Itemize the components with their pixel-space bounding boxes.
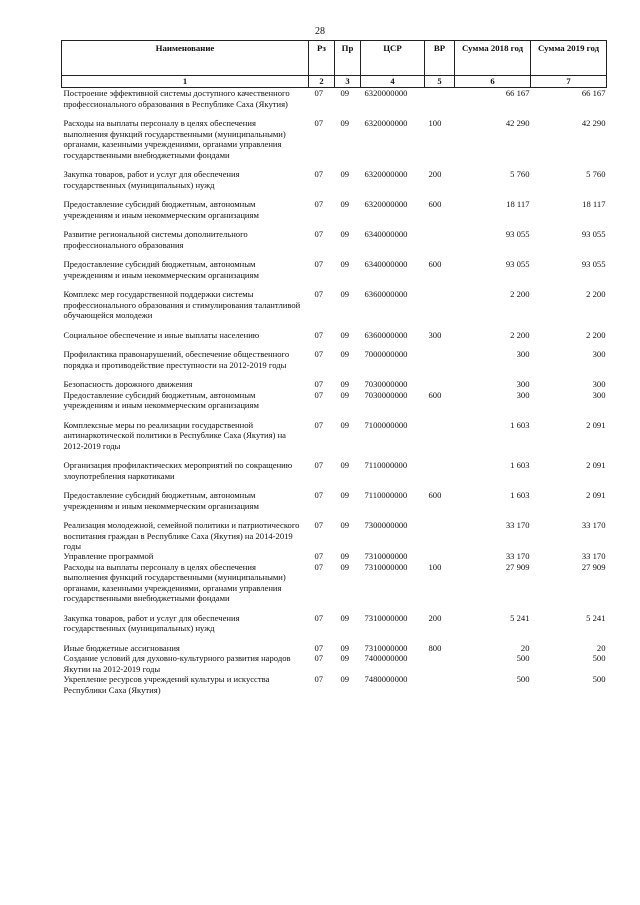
row-rz: 07 xyxy=(314,349,324,360)
header-csr: ЦСР xyxy=(361,41,425,76)
row-csr: 7310000000 xyxy=(364,551,408,562)
row-rz: 07 xyxy=(314,88,324,99)
row-rz: 07 xyxy=(314,642,324,653)
row-vr xyxy=(425,420,455,460)
table-row xyxy=(62,490,607,520)
row-rz: 07 xyxy=(314,259,324,270)
colnum-rz: 2 xyxy=(309,76,335,88)
row-csr: 6360000000 xyxy=(364,329,408,340)
row-pr: 09 xyxy=(340,653,350,664)
row-pr: 09 xyxy=(340,229,350,240)
row-vr: 600 xyxy=(428,199,442,210)
table-body xyxy=(62,88,607,695)
row-name: Социальное обеспечение и иные выплаты населению xyxy=(63,329,260,340)
row-name: Расходы на выплаты персоналу в целях обеспечения выполнения функций государственными (муниципальными) органами, казенными учреждениями, органами управления государственными внебюджетными фондами xyxy=(63,561,286,604)
row-csr: 7480000000 xyxy=(364,674,408,685)
row-pr: 09 xyxy=(340,419,350,430)
row-sum-2018: 42 290 xyxy=(505,118,530,129)
header-pr: Пр xyxy=(335,41,361,76)
row-sum-2019: 5 241 xyxy=(586,612,606,623)
table-row xyxy=(62,379,607,389)
row-csr: 7030000000 xyxy=(364,379,408,390)
row-name: Предоставление субсидий бюджетным, автономным учреждениям и иным некоммерческим организациям xyxy=(63,259,259,280)
row-pr: 09 xyxy=(340,118,350,129)
row-csr: 7310000000 xyxy=(364,612,408,623)
table-row xyxy=(62,289,607,329)
row-rz: 07 xyxy=(314,419,324,430)
row-sum-2019: 18 117 xyxy=(582,199,606,210)
row-rz: 07 xyxy=(314,289,324,300)
row-sum-2018: 500 xyxy=(516,674,530,685)
row-rz: 07 xyxy=(314,551,324,562)
row-name: Закупка товаров, работ и услуг для обеспечения государственных (муниципальных) нужд xyxy=(63,169,240,190)
row-rz: 07 xyxy=(314,389,324,400)
table-row xyxy=(62,259,607,289)
row-sum-2018: 1 603 xyxy=(510,460,530,471)
row-vr xyxy=(425,551,455,561)
row-vr xyxy=(425,349,455,379)
row-name: Реализация молодежной, семейной политики и патриотического воспитания граждан в Республике Саха (Якутия) на 2014-2019 годы xyxy=(63,520,300,551)
table-row xyxy=(62,653,607,674)
row-pr: 09 xyxy=(340,88,350,99)
row-sum-2019: 20 xyxy=(596,642,606,653)
colnum-pr: 3 xyxy=(335,76,361,88)
row-pr: 09 xyxy=(340,379,350,390)
row-sum-2019: 500 xyxy=(592,653,606,664)
row-name: Организация профилактических мероприятий по сокращению злоупотребления наркотиками xyxy=(63,460,293,481)
row-vr xyxy=(425,460,455,490)
table-row xyxy=(62,643,607,653)
table-row xyxy=(62,199,607,229)
row-sum-2018: 66 167 xyxy=(505,88,530,99)
row-vr: 100 xyxy=(428,561,442,572)
row-sum-2019: 300 xyxy=(592,349,606,360)
row-vr: 600 xyxy=(428,389,442,400)
row-pr: 09 xyxy=(340,329,350,340)
row-rz: 07 xyxy=(314,653,324,664)
row-sum-2019: 66 167 xyxy=(581,88,606,99)
row-rz: 07 xyxy=(314,520,324,531)
header-name: Наименование xyxy=(62,41,309,76)
row-rz: 07 xyxy=(314,118,324,129)
table-row xyxy=(62,330,607,349)
row-name: Предоставление субсидий бюджетным, автономным учреждениям и иным некоммерческим организациям xyxy=(63,490,259,511)
row-sum-2018: 1 603 xyxy=(510,490,530,501)
page-number: 28 xyxy=(315,26,325,37)
row-pr: 09 xyxy=(340,551,350,562)
row-vr xyxy=(425,379,455,389)
table-row xyxy=(62,674,607,695)
row-sum-2018: 18 117 xyxy=(506,199,530,210)
row-sum-2019: 93 055 xyxy=(581,259,606,270)
row-csr: 6320000000 xyxy=(364,88,408,99)
row-rz: 07 xyxy=(314,490,324,501)
row-sum-2019: 2 091 xyxy=(586,460,606,471)
row-name: Профилактика правонарушений, обеспечение общественного порядка и противодействие преступности на 2012-2019 годы xyxy=(63,349,290,370)
row-name: Комплексные меры по реализации государственной антинаркотической политики в Республике Саха (Якутия) на 2012-2019 годы xyxy=(63,419,286,451)
table-row xyxy=(62,390,607,420)
row-sum-2018: 300 xyxy=(516,389,530,400)
row-vr: 200 xyxy=(428,169,442,180)
row-csr: 7110000000 xyxy=(364,490,408,501)
row-sum-2019: 5 760 xyxy=(586,169,606,180)
header-vr: ВР xyxy=(425,41,455,76)
table-row xyxy=(62,551,607,561)
table-row xyxy=(62,88,607,118)
row-sum-2018: 2 200 xyxy=(510,289,530,300)
table-row xyxy=(62,349,607,379)
row-sum-2019: 33 170 xyxy=(581,551,606,562)
row-pr: 09 xyxy=(340,460,350,471)
row-name: Предоставление субсидий бюджетным, автономным учреждениям и иным некоммерческим организациям xyxy=(63,389,259,411)
row-name: Создание условий для духовно-культурного развития народов Якутии на 2012-2019 годы xyxy=(63,653,291,674)
row-sum-2019: 500 xyxy=(592,674,606,685)
row-name: Построение эффективной системы доступного качественного профессионального образования в Республике Саха (Якутия) xyxy=(63,88,290,109)
row-csr: 7100000000 xyxy=(364,419,408,430)
row-vr: 300 xyxy=(428,329,442,340)
table-row xyxy=(62,420,607,460)
row-csr: 7310000000 xyxy=(364,561,408,572)
row-sum-2019: 2 091 xyxy=(586,419,606,430)
colnum-vr: 5 xyxy=(425,76,455,88)
row-vr: 600 xyxy=(428,259,442,270)
row-sum-2018: 500 xyxy=(516,653,530,664)
row-pr: 09 xyxy=(340,259,350,270)
row-sum-2018: 5 760 xyxy=(510,169,530,180)
row-rz: 07 xyxy=(314,460,324,471)
row-vr: 200 xyxy=(428,612,442,623)
table-row xyxy=(62,520,607,551)
colnum-sum-2019: 7 xyxy=(531,76,607,88)
row-csr: 6360000000 xyxy=(364,289,408,300)
row-name: Комплекс мер государственной поддержки системы профессионального образования и стимулирования талантливой обучающейся молодежи xyxy=(63,289,301,321)
row-sum-2019: 2 200 xyxy=(586,289,606,300)
row-vr xyxy=(425,674,455,695)
row-csr: 7110000000 xyxy=(364,460,408,471)
row-sum-2018: 300 xyxy=(516,349,530,360)
row-sum-2018: 2 200 xyxy=(510,329,530,340)
row-rz: 07 xyxy=(314,379,324,390)
row-pr: 09 xyxy=(340,642,350,653)
row-pr: 09 xyxy=(340,199,350,210)
row-sum-2018: 27 909 xyxy=(505,561,530,572)
row-sum-2019: 2 091 xyxy=(586,490,606,501)
row-csr: 6320000000 xyxy=(364,169,408,180)
row-sum-2019: 42 290 xyxy=(581,118,606,129)
row-csr: 6340000000 xyxy=(364,259,408,270)
row-csr: 6320000000 xyxy=(364,118,408,129)
row-name: Закупка товаров, работ и услуг для обеспечения государственных (муниципальных) нужд xyxy=(63,612,240,634)
row-vr: 800 xyxy=(428,642,442,653)
row-pr: 09 xyxy=(340,289,350,300)
row-sum-2018: 33 170 xyxy=(505,520,530,531)
row-sum-2018: 93 055 xyxy=(505,229,530,240)
row-name: Расходы на выплаты персоналу в целях обеспечения выполнения функций государственными (муниципальными) органами, казенными учреждениями, органами управления государственными внебюджетными фондами xyxy=(63,118,286,160)
row-sum-2019: 93 055 xyxy=(581,229,606,240)
row-pr: 09 xyxy=(340,674,350,685)
row-pr: 09 xyxy=(340,520,350,531)
row-pr: 09 xyxy=(340,561,350,572)
row-csr: 7300000000 xyxy=(364,520,408,531)
row-name: Безопасность дорожного движения xyxy=(63,379,193,390)
row-rz: 07 xyxy=(314,199,324,210)
table-row xyxy=(62,460,607,490)
row-sum-2018: 5 241 xyxy=(510,612,530,623)
row-name: Иные бюджетные ассигнования xyxy=(63,642,180,653)
row-csr: 7030000000 xyxy=(364,389,408,400)
row-vr: 600 xyxy=(428,490,442,501)
row-rz: 07 xyxy=(314,674,324,685)
row-csr: 6340000000 xyxy=(364,229,408,240)
colnum-sum-2018: 6 xyxy=(455,76,531,88)
row-name: Развитие региональной системы дополнительного профессионального образования xyxy=(63,229,248,250)
table-row xyxy=(62,118,607,169)
row-sum-2018: 1 603 xyxy=(510,419,530,430)
row-rz: 07 xyxy=(314,561,324,572)
row-pr: 09 xyxy=(340,612,350,623)
row-sum-2019: 2 200 xyxy=(586,329,606,340)
row-rz: 07 xyxy=(314,169,324,180)
header-rz: Рз xyxy=(309,41,335,76)
row-sum-2019: 300 xyxy=(592,389,606,400)
row-name: Предоставление субсидий бюджетным, автономным учреждениям и иным некоммерческим организациям xyxy=(63,199,259,220)
row-rz: 07 xyxy=(314,329,324,340)
header-sum-2019: Сумма 2019 год xyxy=(531,41,607,76)
row-vr xyxy=(425,229,455,259)
row-sum-2019: 300 xyxy=(592,379,606,390)
row-pr: 09 xyxy=(340,349,350,360)
table-row xyxy=(62,613,607,643)
row-sum-2019: 27 909 xyxy=(581,561,606,572)
row-vr xyxy=(425,88,455,118)
row-pr: 09 xyxy=(340,169,350,180)
colnum-name: 1 xyxy=(62,76,309,88)
budget-table xyxy=(61,40,607,695)
row-name: Управление программой xyxy=(63,551,154,562)
row-pr: 09 xyxy=(340,490,350,501)
row-pr: 09 xyxy=(340,389,350,400)
row-sum-2018: 93 055 xyxy=(505,259,530,270)
header-sum-2018: Сумма 2018 год xyxy=(455,41,531,76)
table-row xyxy=(62,169,607,199)
row-sum-2018: 20 xyxy=(520,642,530,653)
row-sum-2018: 300 xyxy=(516,379,530,390)
row-vr xyxy=(425,653,455,674)
row-vr xyxy=(425,520,455,551)
row-csr: 7400000000 xyxy=(364,653,408,664)
colnum-csr: 4 xyxy=(361,76,425,88)
row-sum-2018: 33 170 xyxy=(505,551,530,562)
row-name: Укрепление ресурсов учреждений культуры и искусства Республики Саха (Якутия) xyxy=(63,674,270,695)
table-row xyxy=(62,229,607,259)
row-rz: 07 xyxy=(314,612,324,623)
row-vr: 100 xyxy=(428,118,442,129)
row-sum-2019: 33 170 xyxy=(581,520,606,531)
column-number-row xyxy=(62,76,607,88)
row-csr: 6320000000 xyxy=(364,199,408,210)
row-csr: 7310000000 xyxy=(364,642,408,653)
row-vr xyxy=(425,289,455,329)
table-row xyxy=(62,562,607,613)
row-csr: 7000000000 xyxy=(364,349,408,360)
table-header-row xyxy=(62,41,607,76)
row-rz: 07 xyxy=(314,229,324,240)
